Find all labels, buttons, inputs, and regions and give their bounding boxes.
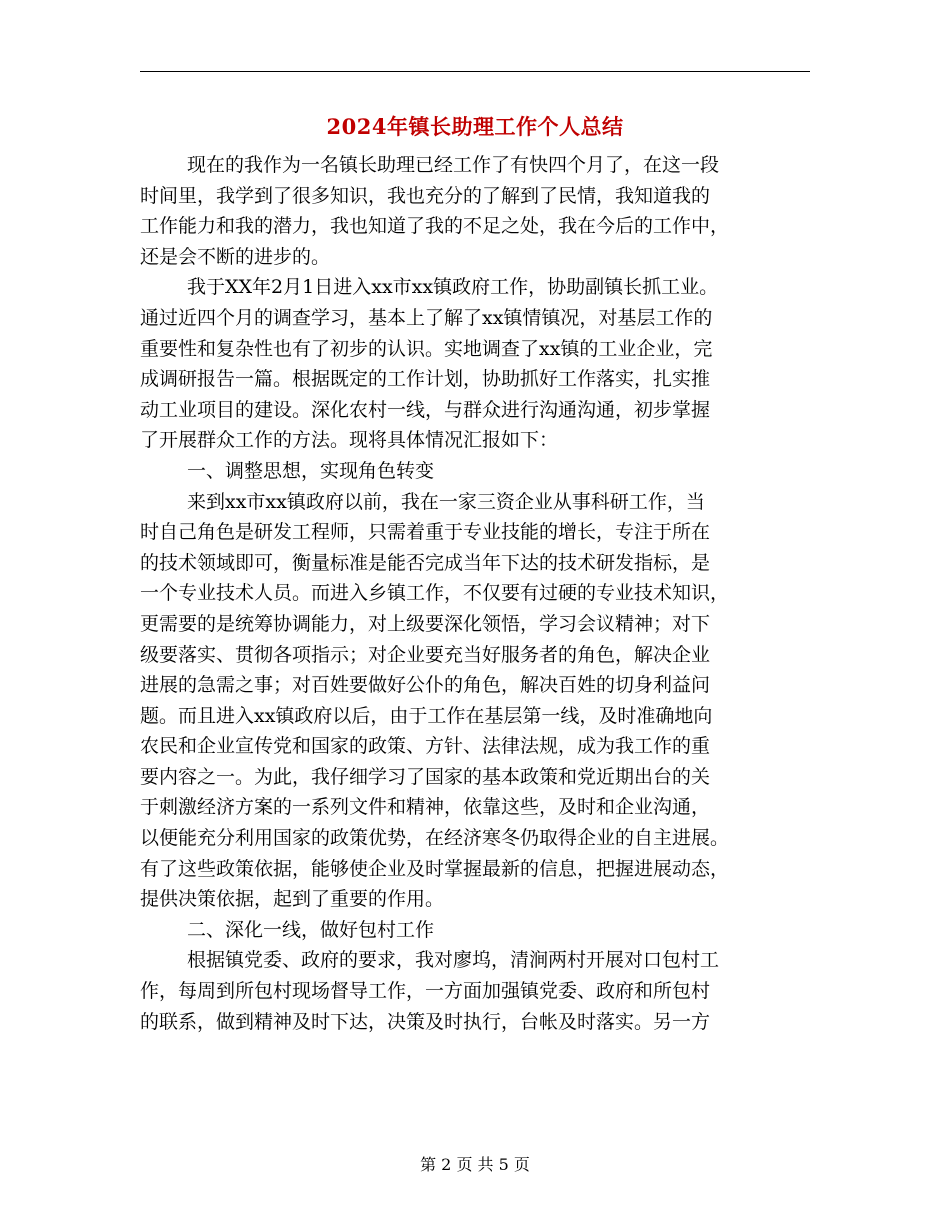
paragraph-line: 提供决策依据，起到了重要的作用。 <box>140 888 445 911</box>
paragraph <box>140 272 810 456</box>
paragraph-line: 根据镇党委、政府的要求，我对廖坞，清涧两村开展对口包村工 <box>187 949 720 972</box>
paragraph-line: 作，每周到所包村现场督导工作，一方面加强镇党委、政府和所包村 <box>140 980 711 1003</box>
paragraph-line: 现在的我作为一名镇长助理已经工作了有快四个月了，在这一段 <box>187 154 720 176</box>
paragraph-line: 时自己角色是研发工程师，只需着重于专业技能的增长，专注于所在 <box>140 521 711 544</box>
paragraph-line: 的联系，做到精神及时下达，决策及时执行，台帐及时落实。另一方 <box>140 1010 711 1033</box>
paragraph <box>140 456 810 487</box>
paragraph <box>140 945 810 1037</box>
paragraph-line: 动工业项目的建设。深化农村一线，与群众进行沟通沟通，初步掌握 <box>140 398 711 421</box>
document-body <box>140 150 810 1037</box>
paragraph <box>140 915 810 946</box>
paragraph-line: 时间里，我学到了很多知识，我也充分的了解到了民情，我知道我的 <box>140 184 711 207</box>
paragraph-line: 重要性和复杂性也有了初步的认识。实地调查了xx镇的工业企业，完 <box>140 337 713 360</box>
page-number-footer: 第 2 页 共 5 页 <box>420 1155 530 1174</box>
paragraph-line: 工作能力和我的潜力，我也知道了我的不足之处，我在今后的工作中， <box>140 215 730 238</box>
paragraph-line: 以便能充分利用国家的政策优势，在经济寒冬仍取得企业的自主进展。 <box>140 827 730 850</box>
paragraph-line: 通过近四个月的调查学习，基本上了解了xx镇情镇况，对基层工作的 <box>140 306 713 329</box>
paragraph-line: 成调研报告一篇。根据既定的工作计划，协助抓好工作落实，扎实推 <box>140 368 711 391</box>
paragraph <box>140 487 810 915</box>
paragraph-line: 更需要的是统筹协调能力，对上级要深化领悟，学习会议精神；对下 <box>140 612 711 635</box>
document-title: 2024年镇长助理工作个人总结 <box>326 114 624 139</box>
paragraph-line: 我于XX年2月1日进入xx市xx镇政府工作，协助副镇长抓工业。 <box>187 276 719 299</box>
paragraph-line: 题。而且进入xx镇政府以后，由于工作在基层第一线，及时准确地向 <box>140 704 713 727</box>
paragraph-line: 于刺激经济方案的一系列文件和精神，依靠这些，及时和企业沟通， <box>140 796 711 819</box>
paragraph-line: 一个专业技术人员。而进入乡镇工作，不仅要有过硬的专业技术知识， <box>140 582 730 605</box>
paragraph-line: 来到xx市xx镇政府以前，我在一家三资企业从事科研工作，当 <box>187 490 705 513</box>
paragraph-line: 级要落实、贯彻各项指示；对企业要充当好服务者的角色，解决企业 <box>140 643 711 666</box>
paragraph-line: 了开展群众工作的方法。现将具体情况汇报如下： <box>140 429 559 452</box>
paragraph-line: 农民和企业宣传党和国家的政策、方针、法律法规，成为我工作的重 <box>140 735 711 758</box>
paragraph-line: 要内容之一。为此，我仔细学习了国家的基本政策和党近期出台的关 <box>140 765 711 788</box>
header-rule <box>140 71 810 72</box>
paragraph-line: 一、调整思想，实现角色转变 <box>187 459 435 482</box>
paragraph-line: 有了这些政策依据，能够使企业及时掌握最新的信息，把握进展动态， <box>140 857 730 880</box>
paragraph <box>140 150 810 272</box>
paragraph-line: 进展的急需之事；对百姓要做好公仆的角色，解决百姓的切身利益问 <box>140 674 711 697</box>
paragraph-line: 的技术领域即可，衡量标准是能否完成当年下达的技术研发指标，是 <box>140 551 711 574</box>
paragraph-line: 还是会不断的进步的。 <box>140 245 331 268</box>
paragraph-line: 二、深化一线，做好包村工作 <box>187 918 435 941</box>
